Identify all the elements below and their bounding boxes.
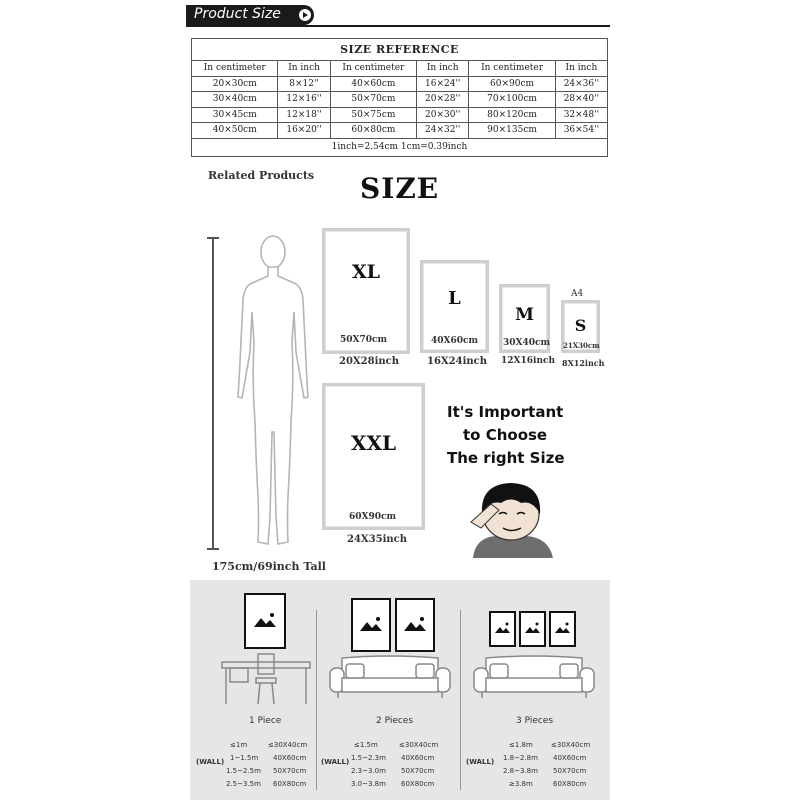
column-header: In inch xyxy=(555,61,607,77)
table-row xyxy=(192,123,608,139)
table-caption: SIZE REFERENCE xyxy=(192,39,608,61)
frame-inch-label: 12X16inch xyxy=(501,356,556,366)
mountain-icon xyxy=(521,613,544,645)
wall-art-frame xyxy=(244,593,286,649)
mountain-icon xyxy=(246,595,284,647)
column-header: In inch xyxy=(278,61,330,77)
product-size-banner xyxy=(186,5,314,25)
table-cell: 90×135cm xyxy=(469,123,555,139)
spec-item: 40X60cm xyxy=(273,754,307,762)
wall-art-frame xyxy=(395,598,435,652)
frame-inch-label: 20X28inch xyxy=(339,356,400,367)
table-cell: 24×32'' xyxy=(417,123,469,139)
frame-size-letter: XL xyxy=(351,261,381,283)
play-arrow-icon xyxy=(299,9,311,21)
mountain-icon xyxy=(551,613,574,645)
table-cell: 20×30cm xyxy=(192,76,278,92)
panel-divider xyxy=(460,610,461,790)
banner-title: Product Size xyxy=(194,6,281,22)
spec-item: 60X80cm xyxy=(553,780,587,788)
important-line: to Choose xyxy=(463,426,548,444)
spec-list xyxy=(226,739,261,791)
frame-inch-label: 8X12inch xyxy=(562,358,605,368)
spec-item: ≥3.8m xyxy=(509,780,533,788)
spec-item: 40X60cm xyxy=(553,754,587,762)
spec-list xyxy=(399,739,438,791)
wall-label: (WALL) xyxy=(196,758,225,766)
frame-cm-label: 50X70cm xyxy=(340,335,388,345)
table-cell: 24×36'' xyxy=(555,76,607,92)
wall-art-frame xyxy=(549,611,576,647)
banner-underline xyxy=(186,25,610,27)
desk-chair-icon xyxy=(220,652,312,706)
table-cell: 60×80cm xyxy=(330,123,416,139)
table-header-row xyxy=(192,61,608,77)
frame-size-letter: XXL xyxy=(350,431,397,455)
related-products-label: Related Products xyxy=(208,169,315,182)
sofa-icon xyxy=(472,654,596,700)
frame-cm-label: 60X90cm xyxy=(349,512,397,522)
arrangement-label: 3 Pieces xyxy=(516,716,554,726)
frame-size-letter: S xyxy=(574,316,587,335)
spec-item: 60X80cm xyxy=(401,780,435,788)
spec-item: 40X60cm xyxy=(401,754,435,762)
spec-item: ≤1.8m xyxy=(509,741,533,749)
spec-item: ≤30X40cm xyxy=(551,741,591,749)
saluting-face-icon xyxy=(465,478,557,558)
spec-item: 1.5~2.5m xyxy=(226,767,261,775)
spec-item: 3.0~3.8m xyxy=(351,780,386,788)
table-cell: 16×20'' xyxy=(278,123,330,139)
important-message xyxy=(447,401,565,470)
human-silhouette-icon xyxy=(228,232,318,554)
mountain-icon xyxy=(353,600,389,650)
spec-item: ≤30X40cm xyxy=(268,741,308,749)
wall-art-frame xyxy=(351,598,391,652)
important-line: It's Important xyxy=(447,403,564,421)
frame-cm-label: 40X60cm xyxy=(431,336,479,346)
arrangement-label: 2 Pieces xyxy=(376,716,414,726)
mountain-icon xyxy=(491,613,514,645)
table-cell: 20×30'' xyxy=(417,107,469,123)
spec-item: ≤1.5m xyxy=(354,741,378,749)
height-measure-line xyxy=(212,237,214,550)
person-height-label: 175cm/69inch Tall xyxy=(212,560,326,573)
table-cell: 8×12'' xyxy=(278,76,330,92)
frame-cm-label: 30X40cm xyxy=(503,338,551,348)
important-line: The right Size xyxy=(447,449,565,467)
panel-divider xyxy=(316,610,317,790)
frame-cm-label: 21X30cm xyxy=(563,341,600,350)
table-cell: 50×70cm xyxy=(330,92,416,108)
spec-list xyxy=(268,739,307,791)
spec-item: 2.5~3.5m xyxy=(226,780,261,788)
column-header: In centimeter xyxy=(469,61,555,77)
table-footnote: 1inch=2.54cm 1cm=0.39inch xyxy=(192,138,608,156)
table-cell: 12×18'' xyxy=(278,107,330,123)
size-reference-table xyxy=(191,38,608,157)
spec-item: 2.3~3.0m xyxy=(351,767,386,775)
table-cell: 50×75cm xyxy=(330,107,416,123)
column-header: In centimeter xyxy=(192,61,278,77)
frame-inch-label: 16X24inch xyxy=(427,356,488,367)
a4-tag: A4 xyxy=(571,289,584,299)
table-cell: 40×50cm xyxy=(192,123,278,139)
frame-s xyxy=(561,300,600,353)
spec-list xyxy=(351,739,386,791)
spec-item: 2.8~3.8m xyxy=(503,767,538,775)
table-row xyxy=(192,76,608,92)
table-cell: 40×60cm xyxy=(330,76,416,92)
wall-art-frame xyxy=(489,611,516,647)
column-header: In inch xyxy=(417,61,469,77)
spec-item: 50X70cm xyxy=(273,767,307,775)
wall-art-frame xyxy=(519,611,546,647)
spec-list xyxy=(551,739,590,791)
table-row xyxy=(192,107,608,123)
spec-item: ≤30X40cm xyxy=(399,741,439,749)
table-cell: 60×90cm xyxy=(469,76,555,92)
frame-xxl xyxy=(322,383,425,530)
table-cell: 70×100cm xyxy=(469,92,555,108)
spec-list xyxy=(503,739,538,791)
table-cell: 30×40cm xyxy=(192,92,278,108)
frame-size-letter: L xyxy=(448,288,461,309)
frame-inch-label: 24X35inch xyxy=(347,534,408,545)
spec-item: ≤1m xyxy=(230,741,248,749)
spec-item: 50X70cm xyxy=(553,767,587,775)
spec-item: 50X70cm xyxy=(401,767,435,775)
wall-label: (WALL) xyxy=(321,758,350,766)
table-cell: 16×24'' xyxy=(417,76,469,92)
table-cell: 28×40'' xyxy=(555,92,607,108)
height-measure-bottom-cap xyxy=(207,548,219,550)
table-cell: 36×54'' xyxy=(555,123,607,139)
frame-xl xyxy=(322,228,410,354)
column-header: In centimeter xyxy=(330,61,416,77)
spec-item: 1.8~2.8m xyxy=(503,754,538,762)
table-cell: 32×48'' xyxy=(555,107,607,123)
spec-item: 1~1.5m xyxy=(230,754,259,762)
spec-item: 1.5~2.3m xyxy=(351,754,386,762)
sofa-icon xyxy=(328,654,452,700)
table-cell: 80×120cm xyxy=(469,107,555,123)
arrangement-label: 1 Piece xyxy=(249,716,282,726)
frame-l xyxy=(420,260,489,353)
wall-label: (WALL) xyxy=(466,758,495,766)
table-row xyxy=(192,92,608,108)
mountain-icon xyxy=(397,600,433,650)
table-cell: 12×16'' xyxy=(278,92,330,108)
table-cell: 30×45cm xyxy=(192,107,278,123)
table-cell: 20×28'' xyxy=(417,92,469,108)
frame-size-letter: M xyxy=(515,305,534,325)
size-title: SIZE xyxy=(360,172,440,205)
spec-item: 60X80cm xyxy=(273,780,307,788)
frame-m xyxy=(499,284,550,353)
height-measure-top-cap xyxy=(207,237,219,239)
